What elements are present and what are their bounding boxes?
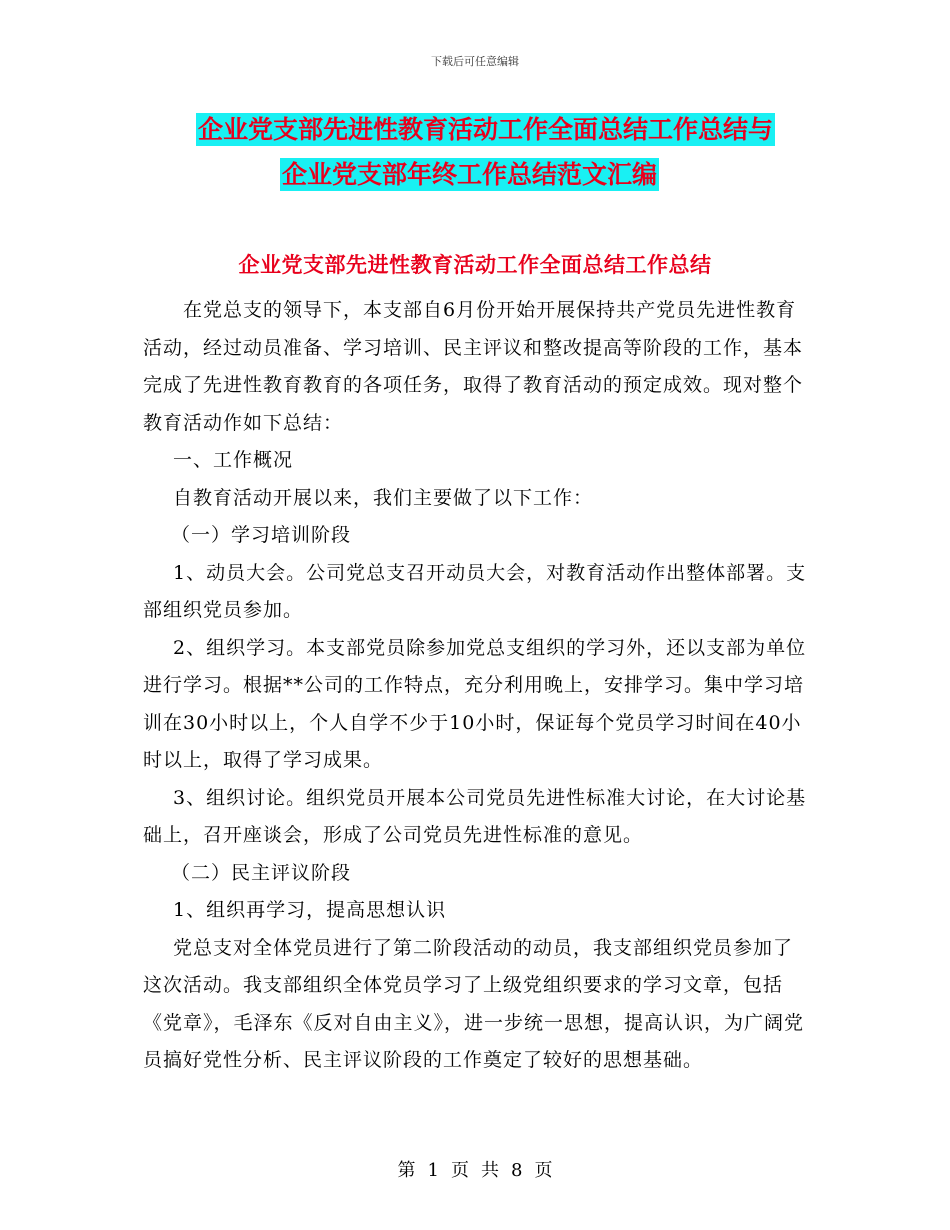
footer-total-label: 共 — [481, 1160, 499, 1181]
document-body — [143, 292, 811, 1080]
paragraph-organize-discussion: 3、组织讨论。组织党员开展本公司党员先进性标准大讨论，在大讨论基础上，召开座谈会，形成了公司党员先进性标准的意见。 — [143, 786, 807, 846]
heading-restudy: 1、组织再学习，提高思想认识 — [173, 899, 447, 921]
page-footer — [0, 1156, 950, 1182]
header-note: 下载后可任意编辑 — [431, 55, 519, 68]
heading-work-overview: 一、工作概况 — [173, 449, 294, 471]
paragraph-mobilization: 1、动员大会。公司党总支召开动员大会，对教育活动作出整体部署。支部组织党员参加。 — [143, 561, 807, 621]
heading-democratic-review-stage: （二）民主评议阶段 — [171, 861, 352, 884]
document-title-line-1-text: 企业党支部先进性教育活动工作全面总结工作总结与 — [198, 115, 774, 144]
heading-study-stage: （一）学习培训阶段 — [171, 524, 352, 546]
paragraph-intro: 在党总支的领导下，本支部自6月份开始开展保持共产党员先进性教育活动，经过动员准备、学习培训、民主评议和整改提高等阶段的工作，基本完成了先进性教育教育的各项任务，取得了教育活动的预定成效。现对整个教育活动作如下总结： — [143, 299, 804, 434]
paragraph-work-summary: 自教育活动开展以来，我们主要做了以下工作： — [173, 486, 594, 509]
footer-page-number: 1 — [427, 1160, 439, 1181]
document-title-line-2-text: 企业党支部年终工作总结范文汇编 — [282, 160, 658, 189]
footer-page-label: 页 — [451, 1160, 469, 1181]
section-title: 企业党支部先进性教育活动工作全面总结工作总结 — [238, 253, 712, 277]
footer-suffix: 页 — [534, 1160, 553, 1181]
paragraph-organize-study: 2、组织学习。本支部党员除参加党总支组织的学习外，还以支部为单位进行学习。根据**公司的工作特点，充分利用晚上，安排学习。集中学习培训在30小时以上，个人自学不少于10小时，保证每个党员学习时间在40小时以上，取得了学习成果。 — [143, 636, 807, 771]
footer-total-pages: 8 — [511, 1160, 523, 1181]
document-title-line-2 — [280, 157, 659, 193]
footer-prefix: 第 — [397, 1160, 416, 1181]
document-title-line-1 — [196, 112, 775, 148]
paragraph-restudy: 党总支对全体党员进行了第二阶段活动的动员，我支部组织党员参加了这次活动。我支部组织全体党员学习了上级党组织要求的学习文章，包括《党章》，毛泽东《反对自由主义》，进一步统一思想，提高认识，为广阔党员搞好党性分析、民主评议阶段的工作奠定了较好的思想基础。 — [143, 936, 805, 1071]
